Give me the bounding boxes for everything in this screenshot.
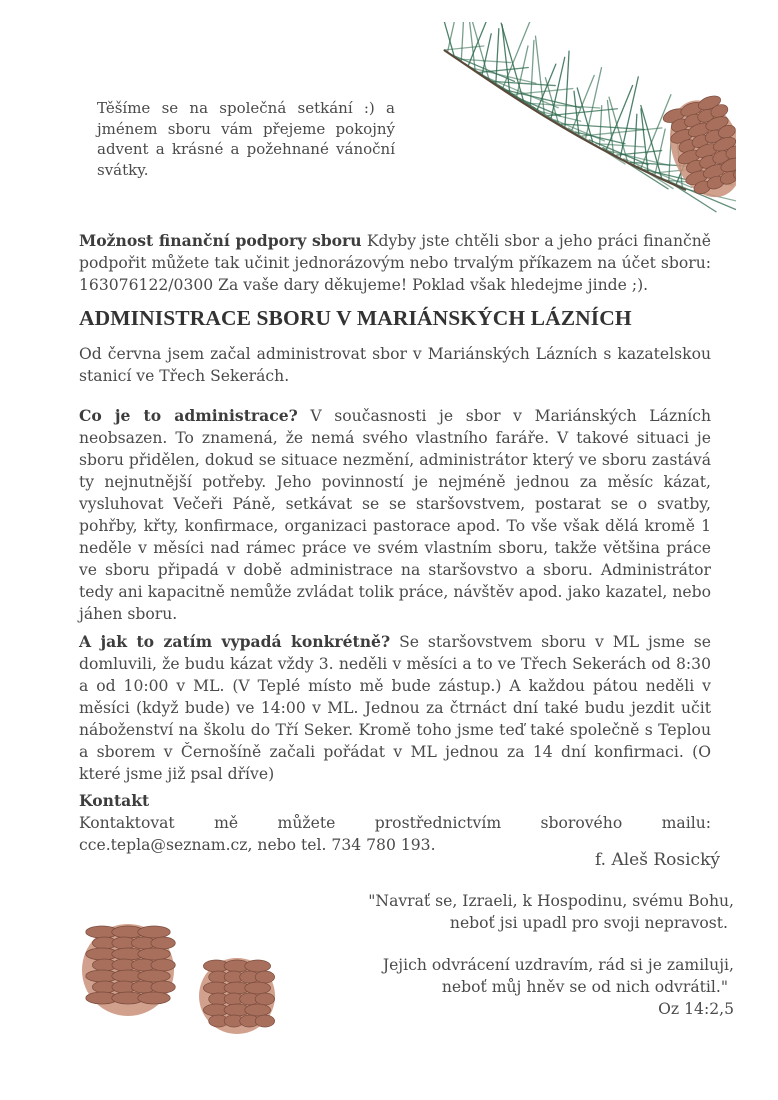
pine-cone-small-illustration <box>194 954 280 1038</box>
quote-line-2: neboť jsi upadl pro svoji nepravost. <box>449 914 728 932</box>
quote-line-3: Jejich odvrácení uzdravím, rád si je zamiluji, <box>382 956 734 974</box>
quote-line-4: neboť můj hněv se od nich odvrátil." <box>441 978 728 996</box>
section-heading: ADMINISTRACE SBORU V MARIÁNSKÝCH LÁZNÍCH <box>79 306 632 330</box>
administration-text: V současnosti je sbor v Mariánských Lázních neobsazen. To znamená, že nemá svého vlastního faráře. V takové situaci je sboru přidělen, dokud se situace nezmění, administrátor který ve sboru zastává ty nejnutnější potřeby. Jeho povinností je nejméně jednou za měsíc kázat, vysluhovat Večeři Páně, setkávat se se staršovstvem, postarat se o svatby, pohřby, křty, konfirmace, organizaci pastorace apod. To vše však dělá kromě 1 neděle v měsíci nad rámec práce ve svém vlastním sboru, takže většina práce ve sboru připadá v době administrace na staršovstvo a sboru. Administrátor tedy ani kapacitně nemůže zvládat tolik práce, návštěv apod. jako kazatel, nebo jáhen sboru. <box>79 407 711 623</box>
bible-quote <box>334 890 734 1020</box>
concrete-paragraph <box>79 631 711 785</box>
contact-title: Kontakt <box>79 791 150 810</box>
administration-paragraph <box>79 405 711 625</box>
greeting-text: Těšíme se na společná setkání :) a jménem sboru vám přejeme pokojný advent a krásné a požehnané vánoční svátky. <box>97 99 395 179</box>
financial-support-title: Možnost finanční podpory sboru <box>79 231 362 250</box>
financial-support-text: Kdyby jste chtěli sbor a jeho práci finančně podpořit můžete tak učinit jednorázovým nebo trvalým příkazem na účet sboru: 163076122/0300 Za vaše dary děkujeme! Poklad však hledejme jinde ;). <box>79 232 712 294</box>
pine-branch-illustration <box>436 22 736 227</box>
concrete-title: A jak to zatím vypadá konkrétně? <box>79 632 391 651</box>
quote-reference: Oz 14:2,5 <box>658 1000 734 1018</box>
contact-paragraph <box>79 790 711 856</box>
intro-paragraph: Od června jsem začal administrovat sbor v Mariánských Lázních s kazatelskou stanicí ve Třech Sekerách. <box>79 345 711 385</box>
concrete-text: Se staršovstvem sboru v ML jsme se domluvili, že budu kázat vždy 3. neděli v měsíci a to ve Třech Sekerách od 8:30 a od 10:00 v ML. (V Teplé místo mě bude zástup.) A každou pátou neděli v měsíci (když bude) ve 14:00 v ML. Jednou za čtrnáct dní také budu jezdit učit náboženství na školu do Tří Seker. Kromě toho jsme teď také společně s Teplou a sborem v Černošíně začali pořádat v ML jednou za 14 dní konfirmaci. (O které jsme již psal dříve) <box>79 633 712 783</box>
signature: f. Aleš Rosický <box>594 850 720 870</box>
pine-cone-large-illustration <box>76 918 180 1020</box>
quote-line-1: "Navrať se, Izraeli, k Hospodinu, svému Bohu, <box>368 892 734 910</box>
contact-text: Kontaktovat mě můžete prostřednictvím sborového mailu: cce.tepla@seznam.cz, nebo tel. 734 780 193. <box>79 814 711 854</box>
pine-cone-branch <box>657 90 736 207</box>
administration-title: Co je to administrace? <box>79 406 298 425</box>
financial-support-paragraph <box>79 230 711 296</box>
